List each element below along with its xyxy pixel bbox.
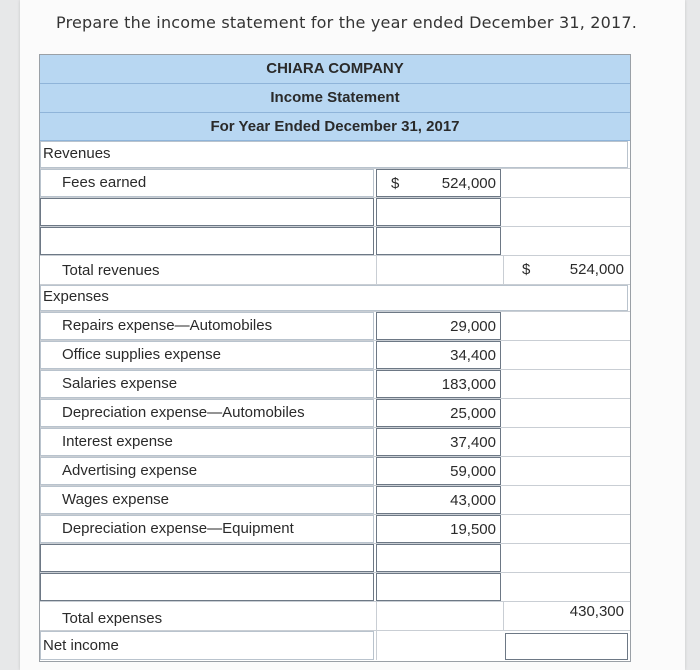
fees-earned-label: Fees earned xyxy=(62,174,147,191)
expense-blank-row xyxy=(40,544,630,573)
revenues-section-row xyxy=(40,141,630,169)
expense-label: Depreciation expense—Automobiles xyxy=(62,404,305,421)
expenses-label: Expenses xyxy=(43,288,109,305)
expense-amount-field[interactable] xyxy=(376,457,501,485)
statement-title: Income Statement xyxy=(40,84,630,113)
expense-amount-field[interactable] xyxy=(376,312,501,340)
revenue-blank-row xyxy=(40,198,630,227)
expense-row xyxy=(40,370,630,399)
total-revenues-value: 524,000 xyxy=(569,261,624,278)
expense-label: Interest expense xyxy=(62,433,173,450)
fees-earned-amount-field[interactable] xyxy=(376,169,501,197)
expense-amount-field[interactable] xyxy=(376,428,501,456)
expense-row xyxy=(40,457,630,486)
revenue-blank-row xyxy=(40,227,630,256)
expense-amount-field[interactable] xyxy=(376,370,501,398)
total-expenses-value: 430,300 xyxy=(569,603,624,620)
expenses-section-row xyxy=(40,285,630,312)
expense-value: 34,400 xyxy=(450,347,496,364)
revenue-blank-label-field[interactable] xyxy=(40,227,374,255)
expense-row xyxy=(40,312,630,341)
expense-row xyxy=(40,399,630,428)
fees-currency: $ xyxy=(391,175,400,192)
expense-amount-field[interactable] xyxy=(376,341,501,369)
expense-blank-amount-field[interactable] xyxy=(376,573,501,601)
expense-label: Salaries expense xyxy=(62,375,178,392)
expense-blank-amount-field[interactable] xyxy=(376,544,501,572)
statement-period: For Year Ended December 31, 2017 xyxy=(40,113,630,141)
expense-value: 19,500 xyxy=(450,521,496,538)
expense-amount-field[interactable] xyxy=(376,515,501,543)
net-income-label: Net income xyxy=(43,637,119,654)
expense-label: Depreciation expense—Equipment xyxy=(62,520,294,537)
expense-blank-label-field[interactable] xyxy=(40,573,374,601)
question-prompt: Prepare the income statement for the year ended December 31, 2017. xyxy=(56,13,638,32)
expense-amount-field[interactable] xyxy=(376,486,501,514)
revenues-label: Revenues xyxy=(43,145,111,162)
expense-row xyxy=(40,428,630,457)
total-revenues-label: Total revenues xyxy=(62,262,160,279)
net-income-row xyxy=(40,631,630,660)
expense-label: Office supplies expense xyxy=(62,346,221,363)
fees-earned-row xyxy=(40,169,630,198)
expense-amount-field[interactable] xyxy=(376,399,501,427)
expense-value: 25,000 xyxy=(450,405,496,422)
expense-label: Repairs expense—Automobiles xyxy=(62,317,273,334)
expense-blank-label-field[interactable] xyxy=(40,544,374,572)
income-statement-sheet xyxy=(39,54,631,662)
revenue-blank-label-field[interactable] xyxy=(40,198,374,226)
expense-row xyxy=(40,486,630,515)
expense-value: 43,000 xyxy=(450,492,496,509)
expense-label: Advertising expense xyxy=(62,462,198,479)
revenue-blank-amount-field[interactable] xyxy=(376,198,501,226)
revenue-blank-amount-field[interactable] xyxy=(376,227,501,255)
expense-value: 183,000 xyxy=(441,376,496,393)
total-expenses-label: Total expenses xyxy=(62,610,163,627)
expense-value: 59,000 xyxy=(450,463,496,480)
net-income-amount-field[interactable] xyxy=(505,633,628,660)
total-expenses-row xyxy=(40,602,630,631)
total-revenues-row xyxy=(40,256,630,285)
expenses-section-field[interactable] xyxy=(40,285,628,311)
company-name: CHIARA COMPANY xyxy=(40,55,630,84)
expense-row xyxy=(40,341,630,370)
total-revenues-currency: $ xyxy=(522,261,531,278)
expense-value: 37,400 xyxy=(450,434,496,451)
expense-label: Wages expense xyxy=(62,491,170,508)
expense-row xyxy=(40,515,630,544)
revenues-section-field[interactable] xyxy=(40,141,628,168)
fees-earned-value: 524,000 xyxy=(441,175,496,192)
expense-value: 29,000 xyxy=(450,318,496,335)
expense-blank-row xyxy=(40,573,630,602)
